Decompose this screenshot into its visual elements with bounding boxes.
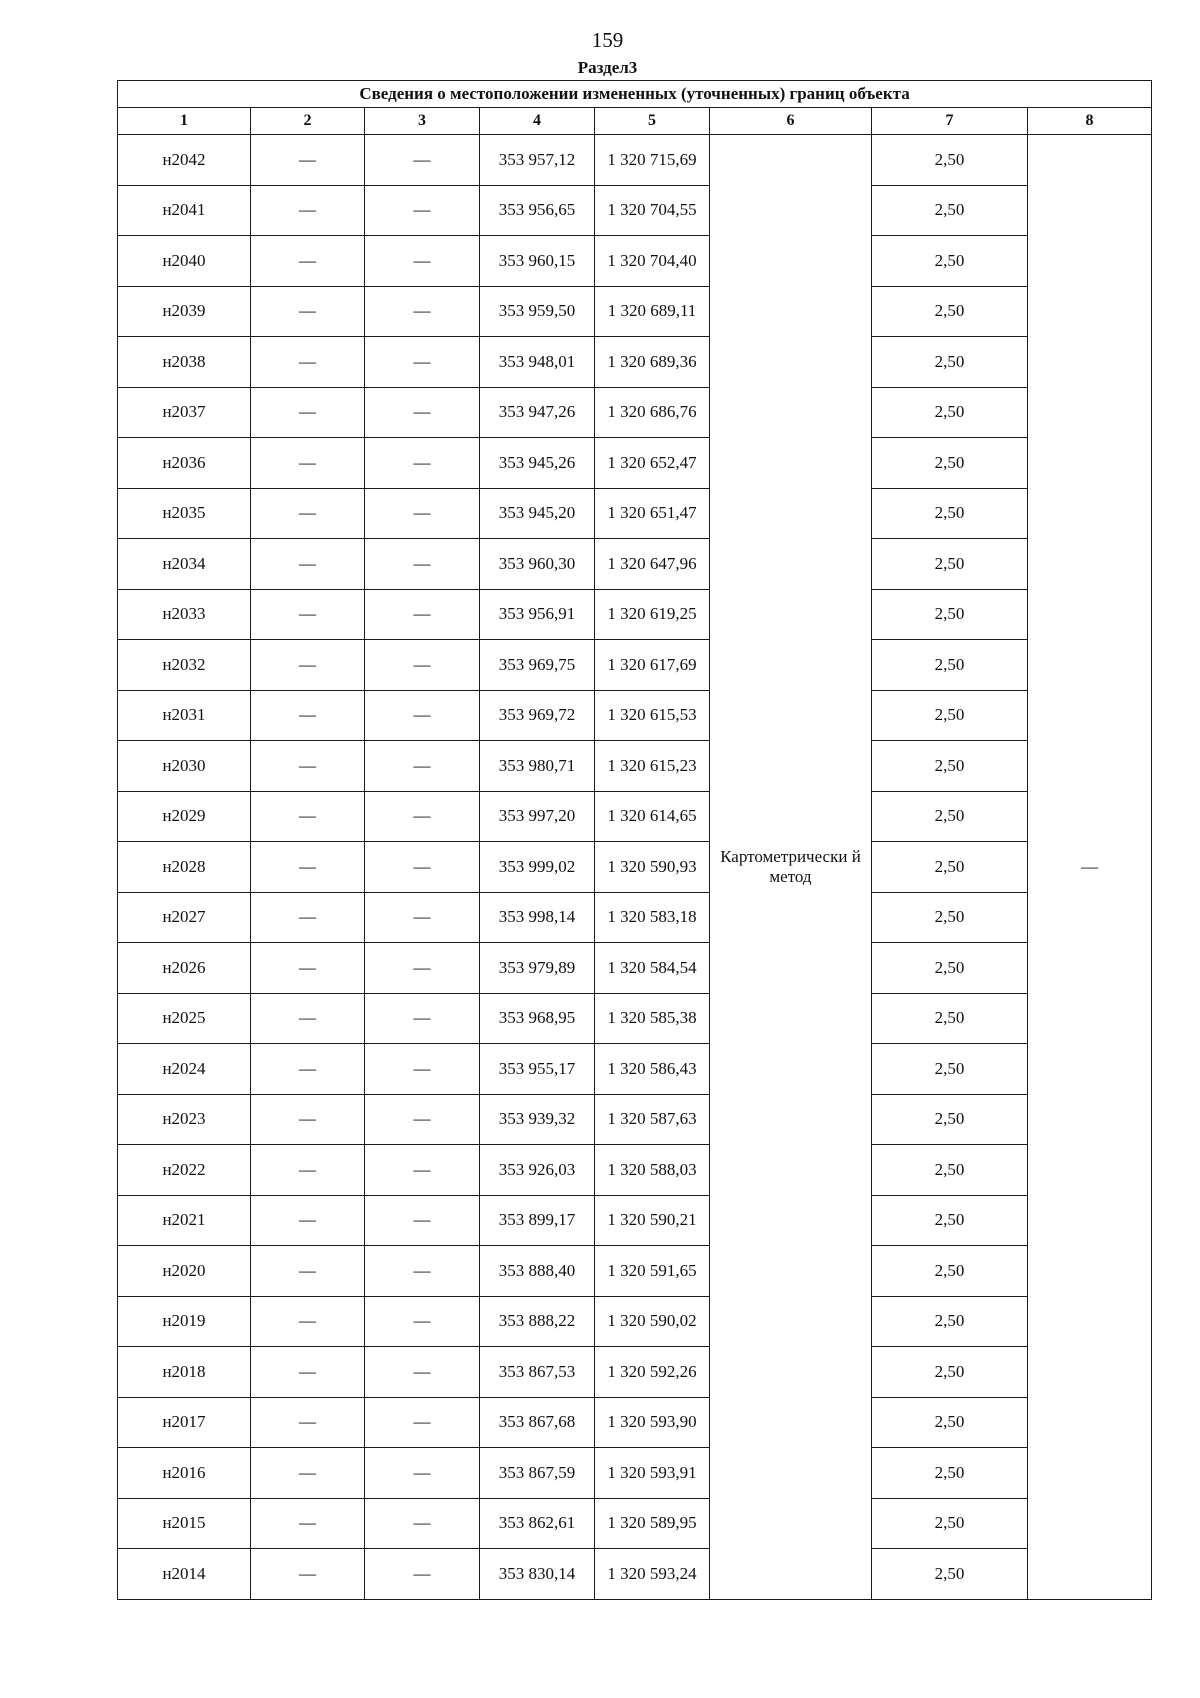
accuracy-cell: 2,50 — [872, 741, 1028, 792]
accuracy-cell: 2,50 — [872, 1195, 1028, 1246]
y-coordinate-cell: 1 320 590,02 — [595, 1296, 710, 1347]
column-3-cell: — — [365, 791, 480, 842]
table-row — [118, 791, 1152, 842]
table-row — [118, 993, 1152, 1044]
column-3-cell: — — [365, 286, 480, 337]
y-coordinate-cell: 1 320 586,43 — [595, 1044, 710, 1095]
y-coordinate-cell: 1 320 647,96 — [595, 539, 710, 590]
column-3-cell: — — [365, 842, 480, 893]
table-row — [118, 1246, 1152, 1297]
column-3-cell: — — [365, 1044, 480, 1095]
column-3-cell: — — [365, 488, 480, 539]
table-row — [118, 337, 1152, 388]
section-title: Раздел3 — [577, 58, 638, 77]
x-coordinate-cell: 353 956,65 — [480, 185, 595, 236]
x-coordinate-cell: 353 899,17 — [480, 1195, 595, 1246]
column-3-cell: — — [365, 1549, 480, 1600]
point-number-cell: н2033 — [118, 589, 251, 640]
column-3-cell: — — [365, 589, 480, 640]
column-2-cell: — — [251, 1246, 365, 1297]
column-2-cell: — — [251, 1145, 365, 1196]
column-3-cell: — — [365, 1448, 480, 1499]
accuracy-cell: 2,50 — [872, 135, 1028, 186]
point-number-cell: н2035 — [118, 488, 251, 539]
y-coordinate-cell: 1 320 615,23 — [595, 741, 710, 792]
accuracy-cell: 2,50 — [872, 892, 1028, 943]
point-number-cell: н2019 — [118, 1296, 251, 1347]
x-coordinate-cell: 353 862,61 — [480, 1498, 595, 1549]
table-body — [118, 135, 1152, 1600]
column-2-cell: — — [251, 1549, 365, 1600]
column-number: 4 — [480, 108, 595, 135]
accuracy-cell: 2,50 — [872, 791, 1028, 842]
table-row — [118, 387, 1152, 438]
table-row — [118, 1347, 1152, 1398]
column-2-cell: — — [251, 236, 365, 287]
boundary-coordinates-table — [117, 80, 1152, 1600]
y-coordinate-cell: 1 320 590,21 — [595, 1195, 710, 1246]
point-number-cell: н2042 — [118, 135, 251, 186]
y-coordinate-cell: 1 320 585,38 — [595, 993, 710, 1044]
y-coordinate-cell: 1 320 689,36 — [595, 337, 710, 388]
x-coordinate-cell: 353 960,30 — [480, 539, 595, 590]
column-3-cell: — — [365, 1145, 480, 1196]
column-3-cell: — — [365, 993, 480, 1044]
x-coordinate-cell: 353 888,40 — [480, 1246, 595, 1297]
column-2-cell: — — [251, 791, 365, 842]
column-2-cell: — — [251, 1397, 365, 1448]
accuracy-cell: 2,50 — [872, 1246, 1028, 1297]
column-2-cell: — — [251, 943, 365, 994]
column-3-cell: — — [365, 1195, 480, 1246]
y-coordinate-cell: 1 320 614,65 — [595, 791, 710, 842]
table-row — [118, 135, 1152, 186]
column-2-cell: — — [251, 842, 365, 893]
point-number-cell: н2029 — [118, 791, 251, 842]
column-3-cell: — — [365, 1094, 480, 1145]
accuracy-cell: 2,50 — [872, 1044, 1028, 1095]
point-number-cell: н2039 — [118, 286, 251, 337]
table-row — [118, 1044, 1152, 1095]
table-row — [118, 842, 1152, 893]
table-row — [118, 1448, 1152, 1499]
table-row — [118, 1145, 1152, 1196]
table-row — [118, 539, 1152, 590]
x-coordinate-cell: 353 945,20 — [480, 488, 595, 539]
x-coordinate-cell: 353 867,59 — [480, 1448, 595, 1499]
y-coordinate-cell: 1 320 591,65 — [595, 1246, 710, 1297]
accuracy-cell: 2,50 — [872, 1448, 1028, 1499]
column-2-cell: — — [251, 488, 365, 539]
y-coordinate-cell: 1 320 592,26 — [595, 1347, 710, 1398]
column-3-cell: — — [365, 892, 480, 943]
point-number-cell: н2023 — [118, 1094, 251, 1145]
accuracy-cell: 2,50 — [872, 236, 1028, 287]
point-number-cell: н2015 — [118, 1498, 251, 1549]
table-row — [118, 488, 1152, 539]
table-row — [118, 1296, 1152, 1347]
accuracy-cell: 2,50 — [872, 1549, 1028, 1600]
point-number-cell: н2025 — [118, 993, 251, 1044]
point-number-cell: н2036 — [118, 438, 251, 489]
column-number-row — [118, 108, 1152, 135]
column-3-cell: — — [365, 1347, 480, 1398]
column-2-cell: — — [251, 286, 365, 337]
column-3-cell: — — [365, 337, 480, 388]
accuracy-cell: 2,50 — [872, 1347, 1028, 1398]
column-2-cell: — — [251, 438, 365, 489]
accuracy-cell: 2,50 — [872, 842, 1028, 893]
y-coordinate-cell: 1 320 593,24 — [595, 1549, 710, 1600]
y-coordinate-cell: 1 320 689,11 — [595, 286, 710, 337]
x-coordinate-cell: 353 939,32 — [480, 1094, 595, 1145]
column-number: 5 — [595, 108, 710, 135]
column-3-cell: — — [365, 943, 480, 994]
column-number: 7 — [872, 108, 1028, 135]
column-number: 2 — [251, 108, 365, 135]
y-coordinate-cell: 1 320 686,76 — [595, 387, 710, 438]
x-coordinate-cell: 353 980,71 — [480, 741, 595, 792]
table-row — [118, 1549, 1152, 1600]
column-2-cell: — — [251, 1195, 365, 1246]
x-coordinate-cell: 353 969,75 — [480, 640, 595, 691]
x-coordinate-cell: 353 888,22 — [480, 1296, 595, 1347]
table-row — [118, 943, 1152, 994]
table-row — [118, 1498, 1152, 1549]
accuracy-cell: 2,50 — [872, 1397, 1028, 1448]
column-8-cell: — — [1028, 135, 1152, 1600]
column-number: 3 — [365, 108, 480, 135]
column-2-cell: — — [251, 1296, 365, 1347]
accuracy-cell: 2,50 — [872, 1296, 1028, 1347]
x-coordinate-cell: 353 960,15 — [480, 236, 595, 287]
y-coordinate-cell: 1 320 704,40 — [595, 236, 710, 287]
point-number-cell: н2018 — [118, 1347, 251, 1398]
accuracy-cell: 2,50 — [872, 337, 1028, 388]
accuracy-cell: 2,50 — [872, 286, 1028, 337]
point-number-cell: н2031 — [118, 690, 251, 741]
column-3-cell: — — [365, 539, 480, 590]
y-coordinate-cell: 1 320 617,69 — [595, 640, 710, 691]
x-coordinate-cell: 353 955,17 — [480, 1044, 595, 1095]
x-coordinate-cell: 353 956,91 — [480, 589, 595, 640]
column-3-cell: — — [365, 387, 480, 438]
accuracy-cell: 2,50 — [872, 993, 1028, 1044]
accuracy-cell: 2,50 — [872, 640, 1028, 691]
y-coordinate-cell: 1 320 589,95 — [595, 1498, 710, 1549]
x-coordinate-cell: 353 945,26 — [480, 438, 595, 489]
column-2-cell: — — [251, 1498, 365, 1549]
column-3-cell: — — [365, 438, 480, 489]
point-number-cell: н2027 — [118, 892, 251, 943]
point-number-cell: н2022 — [118, 1145, 251, 1196]
point-number-cell: н2034 — [118, 539, 251, 590]
table-caption: Сведения о местоположении измененных (уточненных) границ объекта — [118, 81, 1152, 108]
column-2-cell: — — [251, 1347, 365, 1398]
accuracy-cell: 2,50 — [872, 1145, 1028, 1196]
column-number: 8 — [1028, 108, 1152, 135]
column-2-cell: — — [251, 640, 365, 691]
table-row — [118, 589, 1152, 640]
point-number-cell: н2030 — [118, 741, 251, 792]
y-coordinate-cell: 1 320 584,54 — [595, 943, 710, 994]
column-3-cell: — — [365, 236, 480, 287]
point-number-cell: н2014 — [118, 1549, 251, 1600]
column-2-cell: — — [251, 185, 365, 236]
accuracy-cell: 2,50 — [872, 690, 1028, 741]
point-number-cell: н2020 — [118, 1246, 251, 1297]
column-2-cell: — — [251, 690, 365, 741]
table-row — [118, 185, 1152, 236]
column-number: 1 — [118, 108, 251, 135]
table-row — [118, 1397, 1152, 1448]
x-coordinate-cell: 353 948,01 — [480, 337, 595, 388]
y-coordinate-cell: 1 320 619,25 — [595, 589, 710, 640]
accuracy-cell: 2,50 — [872, 539, 1028, 590]
column-3-cell: — — [365, 1397, 480, 1448]
point-number-cell: н2041 — [118, 185, 251, 236]
point-number-cell: н2021 — [118, 1195, 251, 1246]
column-3-cell: — — [365, 1498, 480, 1549]
point-number-cell: н2040 — [118, 236, 251, 287]
accuracy-cell: 2,50 — [872, 1498, 1028, 1549]
column-2-cell: — — [251, 1044, 365, 1095]
x-coordinate-cell: 353 959,50 — [480, 286, 595, 337]
accuracy-cell: 2,50 — [872, 185, 1028, 236]
accuracy-cell: 2,50 — [872, 488, 1028, 539]
y-coordinate-cell: 1 320 651,47 — [595, 488, 710, 539]
y-coordinate-cell: 1 320 587,63 — [595, 1094, 710, 1145]
x-coordinate-cell: 353 926,03 — [480, 1145, 595, 1196]
accuracy-cell: 2,50 — [872, 589, 1028, 640]
accuracy-cell: 2,50 — [872, 1094, 1028, 1145]
x-coordinate-cell: 353 947,26 — [480, 387, 595, 438]
column-2-cell: — — [251, 539, 365, 590]
column-2-cell: — — [251, 993, 365, 1044]
y-coordinate-cell: 1 320 590,93 — [595, 842, 710, 893]
x-coordinate-cell: 353 867,68 — [480, 1397, 595, 1448]
y-coordinate-cell: 1 320 615,53 — [595, 690, 710, 741]
point-number-cell: н2037 — [118, 387, 251, 438]
y-coordinate-cell: 1 320 704,55 — [595, 185, 710, 236]
point-number-cell: н2032 — [118, 640, 251, 691]
column-2-cell: — — [251, 135, 365, 186]
point-number-cell: н2038 — [118, 337, 251, 388]
column-number: 6 — [710, 108, 872, 135]
accuracy-cell: 2,50 — [872, 438, 1028, 489]
point-number-cell: н2024 — [118, 1044, 251, 1095]
x-coordinate-cell: 353 867,53 — [480, 1347, 595, 1398]
method-cell: Картометрически й метод — [710, 135, 872, 1600]
table-row — [118, 286, 1152, 337]
table-row — [118, 236, 1152, 287]
column-2-cell: — — [251, 892, 365, 943]
table-row — [118, 690, 1152, 741]
y-coordinate-cell: 1 320 588,03 — [595, 1145, 710, 1196]
table-row — [118, 892, 1152, 943]
point-number-cell: н2017 — [118, 1397, 251, 1448]
x-coordinate-cell: 353 830,14 — [480, 1549, 595, 1600]
column-2-cell: — — [251, 741, 365, 792]
column-2-cell: — — [251, 337, 365, 388]
y-coordinate-cell: 1 320 715,69 — [595, 135, 710, 186]
x-coordinate-cell: 353 998,14 — [480, 892, 595, 943]
y-coordinate-cell: 1 320 652,47 — [595, 438, 710, 489]
x-coordinate-cell: 353 999,02 — [480, 842, 595, 893]
column-2-cell: — — [251, 1094, 365, 1145]
x-coordinate-cell: 353 957,12 — [480, 135, 595, 186]
x-coordinate-cell: 353 997,20 — [480, 791, 595, 842]
page-number: 159 — [591, 28, 624, 52]
column-2-cell: — — [251, 589, 365, 640]
point-number-cell: н2028 — [118, 842, 251, 893]
accuracy-cell: 2,50 — [872, 943, 1028, 994]
column-3-cell: — — [365, 690, 480, 741]
table-row — [118, 741, 1152, 792]
column-3-cell: — — [365, 640, 480, 691]
y-coordinate-cell: 1 320 593,90 — [595, 1397, 710, 1448]
table-row — [118, 1094, 1152, 1145]
accuracy-cell: 2,50 — [872, 387, 1028, 438]
table-row — [118, 640, 1152, 691]
y-coordinate-cell: 1 320 583,18 — [595, 892, 710, 943]
x-coordinate-cell: 353 968,95 — [480, 993, 595, 1044]
y-coordinate-cell: 1 320 593,91 — [595, 1448, 710, 1499]
column-2-cell: — — [251, 1448, 365, 1499]
column-3-cell: — — [365, 1296, 480, 1347]
column-2-cell: — — [251, 387, 365, 438]
point-number-cell: н2026 — [118, 943, 251, 994]
x-coordinate-cell: 353 969,72 — [480, 690, 595, 741]
x-coordinate-cell: 353 979,89 — [480, 943, 595, 994]
column-3-cell: — — [365, 741, 480, 792]
table-row — [118, 438, 1152, 489]
point-number-cell: н2016 — [118, 1448, 251, 1499]
column-3-cell: — — [365, 135, 480, 186]
column-3-cell: — — [365, 185, 480, 236]
table-row — [118, 1195, 1152, 1246]
column-3-cell: — — [365, 1246, 480, 1297]
